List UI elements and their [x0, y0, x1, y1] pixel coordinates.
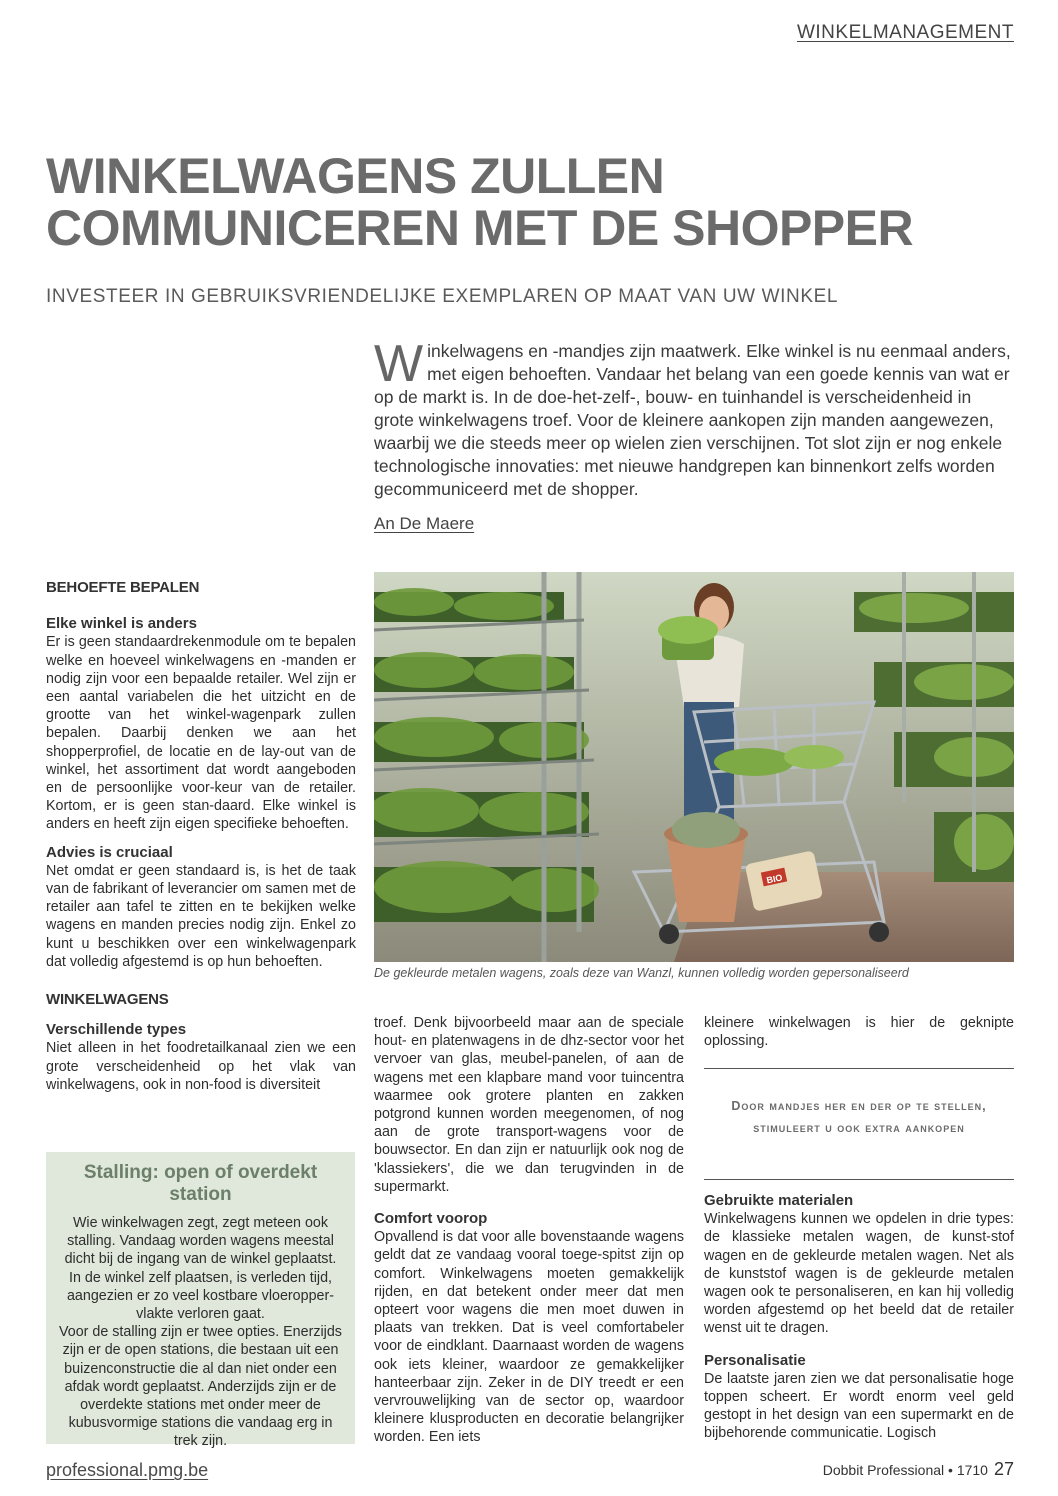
paragraph-types: Niet alleen in het foodretailkanaal zien we een grote verscheidenheid op het vlak van winkelwagens, ook in non-food is diversiteit — [46, 1040, 356, 1093]
publication-name: Dobbit Professional • 1710 — [822, 1462, 988, 1478]
author-byline: An De Maere — [374, 514, 475, 533]
article-title — [46, 150, 1006, 254]
sidebar-paragraph-2: Voor de stalling zijn er twee opties. Enerzijds zijn er de open stations, die bestaan uit een buizenconstructie die al dan niet onder een afdak wordt geplaatst. Anderzijds zijn er de overdekte stations met onder meer de kubusvormige stations die vandaag erg in trek zijn. — [59, 1324, 342, 1450]
intro-dropcap: W — [374, 335, 424, 393]
section-heading-winkelwagens: WINKELWAGENS — [46, 991, 169, 1009]
section-tag: WINKELMANAGEMENT — [796, 22, 1014, 43]
subheading-materialen: Gebruikte materialen — [704, 1192, 854, 1209]
sidebar-paragraph-1: Wie winkelwagen zegt, zegt meteen ook stalling. Vandaag worden wagens meestal dicht bij de ingang van de winkel geplaatst. In de winkel zelf plaatsen, is verleden tijd, aangezien er zo veel kostbare vloeropper-vlakte verloren gaat. — [64, 1215, 337, 1323]
subheading-elke-winkel: Elke winkel is anders — [46, 615, 197, 633]
intro-paragraph — [374, 335, 1014, 501]
paragraph-comfort: Opvallend is dat voor alle bovenstaande wagens geldt dat ze vandaag vooral toege-spitst zijn op comfort. Winkelwagens moeten gemakkelijk rijden, en dat betekent onder meer dat men opteert voor wagens die men moet duwen in plaats van trekken. Dat is veel comfortabeler voor de eindklant. Daarnaast worden de wagens ook iets kleiner, waardoor ze gemakkelijker hanteerbaar zijn. Zeker in de DIY treedt er een vervrouwelijking van de sector op, waardoor kleinere klusproducten en decoratie belangrijker worden. Een iets — [374, 1229, 684, 1446]
paragraph-elke-winkel: Er is geen standaardrekenmodule om te bepalen welke en hoeveel winkelwagens en -manden er nodig zijn voor een bepaalde retailer. Wel zijn er een aantal variabelen die het uitzicht en de grootte van het winkel-wagenpark zullen bepalen. Daarbij denken we aan het shopperprofiel, de locatie en de lay-out van de winkel, het assortiment dat wordt aangeboden en de persoonlijke voor-keur van de retailer. Kortom, er is geen stan-daard. Elke winkel is anders en heeft zijn eigen specifieke behoeften. — [46, 634, 356, 833]
page-number: 27 — [993, 1459, 1014, 1479]
subheading-comfort: Comfort voorop — [374, 1210, 488, 1228]
paragraph-kleinere: kleinere winkelwagen is hier de geknipte oplossing. — [704, 1015, 1014, 1050]
subheading-personalisatie: Personalisatie — [704, 1351, 806, 1369]
paragraph-materialen: Winkelwagens kunnen we opdelen in drie types: de klassieke metalen wagen, de kunst-stof wagen en de gekleurde metalen wagen. Net als de kunststof wagen is de gekleurde metalen wagen ook te personaliseren, en kan hij volledig worden afgestemd op het beeld dat de retailer wenst uit te dragen. — [704, 1211, 1014, 1337]
subheading-advies: Advies is cruciaal — [46, 843, 173, 861]
subheading-types: Verschillende types — [46, 1021, 187, 1039]
sidebar-box — [46, 1152, 355, 1450]
photo-greenhouse-illustration — [374, 572, 1014, 962]
title-line-2: COMMUNICEREN MET DE SHOPPER — [46, 200, 914, 256]
article-subtitle: INVESTEER IN GEBRUIKSVRIENDELIJKE EXEMPLAREN OP MAAT VAN UW WINKEL — [46, 286, 839, 307]
footer-publication — [823, 1459, 1014, 1480]
photo-caption: De gekleurde metalen wagens, zoals deze van Wanzl, kunnen volledig worden gepersonaliseerd — [374, 966, 909, 980]
paragraph-advies: Net omdat er geen standaard is, is het de taak van de fabrikant of leverancier om samen met de retailer aan tafel te zitten en te bekijken welke wagens en manden precies nodig zijn. Enkel zo kunt u beschikken over een winkelwagenpark dat volledig afgestemd is op hun behoeften. — [46, 862, 356, 970]
article-photo — [374, 572, 1014, 962]
title-line-1: WINKELWAGENS ZULLEN — [46, 148, 665, 204]
paragraph-personalisatie: De laatste jaren zien we dat personalisatie hoge toppen scheert. Er wordt enorm veel geld gestopt in het design van een supermarkt en de bijbehorende communicatie. Logisch — [704, 1370, 1014, 1442]
intro-text: inkelwagens en -mandjes zijn maatwerk. Elke winkel is nu eenmaal anders, met eigen behoeften. Vandaar het belang van een goede kennis van wat er op de markt is. In de doe-het-zelf-, bouw- en tuinhandel is verscheidenheid in grote winkelwagens troef. Voor de kleinere aankopen zijn manden aangewezen, waarbij we die steeds meer op wielen zien verschijnen. Tot slot zijn er nog enkele technologische innovaties: met nieuwe handgrepen kan binnenkort zelfs worden gecommuniceerd met de shopper. — [374, 341, 1011, 499]
paragraph-troef: troef. Denk bijvoorbeeld maar aan de speciale hout- en platenwagens in de dhz-sector voor het vervoer van glas, meubel-panelen, of aan de wagens met een klapbare mand voor tuincentra waarmee ook grotere planten en zakken potgrond kunnen worden meegenomen, of nog aan de grote transport-wagens voor de bouwsector. En dan zijn er natuurlijk ook nog de 'klassiekers', die we dan terugvinden in de supermarkt. — [374, 1015, 684, 1195]
column-right-lower — [704, 1192, 1014, 1443]
column-middle — [374, 1014, 684, 1447]
pull-quote: Door mandjes her en der op te stellen, stimuleert u ook extra aankopen — [704, 1068, 1014, 1180]
section-heading-behoefte: BEHOEFTE BEPALEN — [46, 579, 200, 596]
column-right — [704, 1014, 1014, 1050]
sidebar-title: Stalling: open of overdekt station — [83, 1162, 318, 1205]
footer-website-link[interactable]: professional.pmg.be — [46, 1460, 209, 1480]
column-left — [46, 579, 356, 1094]
bag-label: BIO — [765, 872, 784, 886]
